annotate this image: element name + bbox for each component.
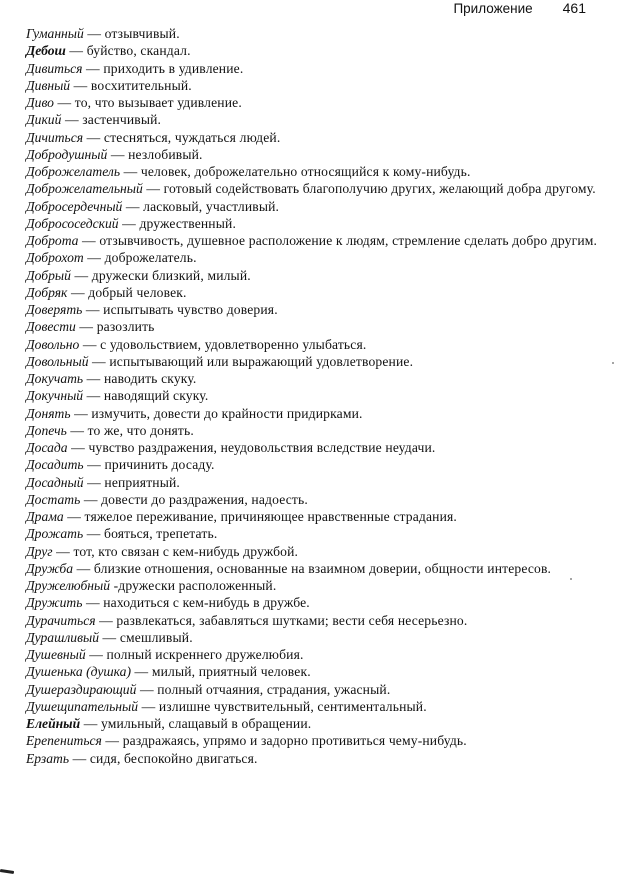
- glossary-list: [26, 25, 600, 767]
- entry-term: Душещипательный: [26, 698, 139, 714]
- entry-definition: — полный отчаяния, страдания, ужасный.: [136, 681, 391, 697]
- glossary-entry: [26, 163, 600, 180]
- entry-term: Дурачиться: [26, 612, 96, 628]
- glossary-entry: [26, 474, 600, 491]
- glossary-entry: [26, 94, 600, 111]
- glossary-entry: [26, 180, 600, 197]
- glossary-entry: [26, 577, 600, 594]
- entry-term: Доверять: [26, 302, 83, 317]
- entry-term: Диво: [26, 95, 54, 110]
- entry-definition: — отзывчивый.: [83, 26, 180, 41]
- entry-term: Дружба: [26, 560, 74, 576]
- entry-term: Добрый: [26, 267, 71, 283]
- scan-speck: [612, 362, 614, 364]
- entry-definition: — восхитительный.: [70, 77, 192, 93]
- entry-term: Доброта: [26, 233, 79, 248]
- entry-definition: — неприятный.: [83, 474, 180, 490]
- entry-term: Досада: [26, 440, 68, 455]
- glossary-entry: [26, 508, 600, 525]
- entry-definition: — испытывать чувство доверия.: [82, 302, 278, 317]
- section-title: Приложение: [453, 1, 533, 16]
- scan-speck: [570, 578, 572, 580]
- entry-term: Дурашливый: [26, 629, 99, 645]
- entry-definition: — тяжелое переживание, причиняющее нравственные страдания.: [63, 509, 457, 524]
- glossary-entry: [26, 525, 600, 542]
- entry-definition: — довести до раздражения, надоесть.: [80, 491, 308, 507]
- entry-term: Довести: [26, 319, 76, 335]
- entry-definition: — доброжелатель.: [83, 250, 197, 266]
- glossary-entry: [26, 560, 600, 577]
- entry-definition: — чувство раздражения, неудовольствия вследствие неудачи.: [67, 440, 436, 455]
- entry-definition: — стесняться, чуждаться людей.: [83, 129, 281, 145]
- entry-definition: — ласковый, участливый.: [122, 198, 280, 214]
- entry-term: Допечь: [26, 422, 67, 438]
- entry-definition: — добрый человек.: [67, 284, 187, 300]
- entry-term: Ерзать: [26, 750, 70, 766]
- glossary-entry: [26, 129, 600, 146]
- entry-definition: — наводящий скуку.: [83, 388, 209, 404]
- glossary-entry: [26, 301, 600, 318]
- entry-term: Доброжелательный: [26, 181, 143, 197]
- glossary-entry: [26, 422, 600, 439]
- entry-term: Добросердечный: [26, 198, 123, 214]
- entry-definition: — тот, кто связан с кем-нибудь дружбой.: [52, 543, 299, 559]
- entry-definition: — причинить досаду.: [83, 457, 215, 473]
- entry-definition: — с удовольствием, удовлетворенно улыбаться.: [79, 336, 367, 352]
- glossary-entry: [26, 612, 600, 629]
- entry-definition: — готовый содействовать благополучию других, желающий добра другому.: [142, 181, 596, 197]
- entry-definition: — развлекаться, забавляться шутками; вести себя несерьезно.: [95, 612, 468, 628]
- glossary-entry: [26, 491, 600, 508]
- entry-term: Докучный: [26, 388, 84, 404]
- entry-definition: — умильный, слащавый в обращении.: [80, 716, 312, 731]
- entry-term: Душенька (душка): [26, 664, 131, 680]
- glossary-entry: [26, 629, 600, 646]
- glossary-entry: [26, 663, 600, 680]
- glossary-entry: [26, 318, 600, 335]
- entry-term: Довольно: [26, 336, 80, 352]
- entry-term: Елейный: [26, 716, 81, 731]
- entry-definition: — измучить, довести до крайности придирками.: [70, 405, 363, 421]
- glossary-entry: [26, 77, 600, 94]
- glossary-entry: [26, 439, 600, 456]
- glossary-entry: [26, 456, 600, 473]
- entry-term: Драма: [26, 509, 64, 524]
- entry-term: Донять: [26, 405, 71, 421]
- entry-definition: — находиться с кем-нибудь в дружбе.: [82, 595, 310, 611]
- entry-definition: — сидя, беспокойно двигаться.: [69, 750, 258, 766]
- scan-artifact: [0, 869, 14, 874]
- glossary-entry: [26, 732, 600, 749]
- entry-term: Гуманный: [26, 26, 84, 41]
- entry-term: Дружить: [26, 595, 83, 611]
- glossary-entry: [26, 25, 600, 42]
- glossary-entry: [26, 353, 600, 370]
- glossary-entry: [26, 60, 600, 77]
- glossary-entry: [26, 370, 600, 387]
- entry-definition: — бояться, трепетать.: [83, 526, 218, 542]
- glossary-entry: [26, 284, 600, 301]
- glossary-entry: [26, 405, 600, 422]
- page-number: 461: [562, 0, 586, 16]
- entry-definition: — милый, приятный человек.: [131, 664, 311, 680]
- glossary-entry: [26, 750, 600, 767]
- glossary-entry: [26, 594, 600, 611]
- glossary-entry: [26, 336, 600, 353]
- entry-definition: — испытывающий или выражающий удовлетворение.: [88, 353, 414, 369]
- entry-term: Досадить: [26, 457, 84, 473]
- entry-definition: — приходить в удивление.: [82, 60, 244, 76]
- glossary-entry: [26, 198, 600, 215]
- entry-term: Добрососедский: [26, 215, 119, 231]
- entry-term: Друг: [26, 543, 53, 559]
- glossary-entry: [26, 543, 600, 560]
- entry-term: Достать: [26, 491, 81, 507]
- entry-term: Дебош: [26, 43, 66, 59]
- entry-term: Доброхот: [26, 250, 84, 266]
- glossary-entry: [26, 232, 600, 249]
- entry-term: Ерепениться: [26, 733, 102, 749]
- entry-term: Досадный: [26, 474, 84, 490]
- entry-definition: — отзывчивость, душевное расположение к людям, стремление сделать добро другим.: [78, 233, 598, 248]
- glossary-entry: [26, 646, 600, 663]
- glossary-entry: [26, 698, 600, 715]
- entry-definition: — близкие отношения, основанные на взаимном доверии, общности интересов.: [73, 560, 552, 576]
- entry-definition: — то, что вызывает удивление.: [53, 95, 242, 110]
- entry-term: Доброжелатель: [26, 164, 121, 179]
- entry-definition: — дружественный.: [118, 215, 236, 231]
- entry-definition: — разозлить: [75, 319, 155, 335]
- entry-definition: — человек, доброжелательно относящийся к кому-нибудь.: [120, 164, 471, 179]
- entry-definition: — полный искреннего дружелюбия.: [85, 647, 304, 662]
- entry-definition: — незлобивый.: [107, 146, 203, 162]
- glossary-entry: [26, 249, 600, 266]
- entry-term: Дивиться: [26, 60, 83, 76]
- entry-term: Дивный: [26, 77, 71, 93]
- entry-term: Довольный: [26, 353, 89, 369]
- glossary-entry: [26, 42, 600, 59]
- entry-definition: — дружески близкий, милый.: [70, 267, 251, 283]
- running-header: [453, 0, 586, 18]
- entry-definition: — раздражаясь, упрямо и задорно противиться чему-нибудь.: [101, 733, 467, 749]
- glossary-entry: [26, 267, 600, 284]
- glossary-entry: [26, 215, 600, 232]
- entry-term: Душевный: [26, 647, 86, 662]
- entry-term: Дикий: [26, 112, 62, 128]
- entry-definition: — смешливый.: [99, 629, 193, 645]
- entry-definition: -дружески расположенный.: [110, 578, 277, 593]
- glossary-entry: [26, 387, 600, 404]
- entry-term: Добродушный: [26, 146, 108, 162]
- entry-definition: — наводить скуку.: [83, 371, 197, 386]
- entry-definition: — излишне чувствительный, сентиментальный.: [138, 698, 427, 714]
- entry-term: Душераздирающий: [26, 681, 137, 697]
- entry-term: Дрожать: [26, 526, 84, 542]
- entry-term: Добряк: [26, 284, 68, 300]
- glossary-entry: [26, 715, 600, 732]
- entry-definition: — буйство, скандал.: [65, 43, 191, 59]
- glossary-entry: [26, 111, 600, 128]
- entry-definition: — застенчивый.: [61, 112, 162, 128]
- entry-definition: — то же, что донять.: [66, 422, 194, 438]
- entry-term: Дружелюбный: [26, 578, 111, 593]
- entry-term: Дичиться: [26, 129, 84, 145]
- entry-term: Докучать: [26, 371, 84, 386]
- glossary-entry: [26, 146, 600, 163]
- glossary-entry: [26, 681, 600, 698]
